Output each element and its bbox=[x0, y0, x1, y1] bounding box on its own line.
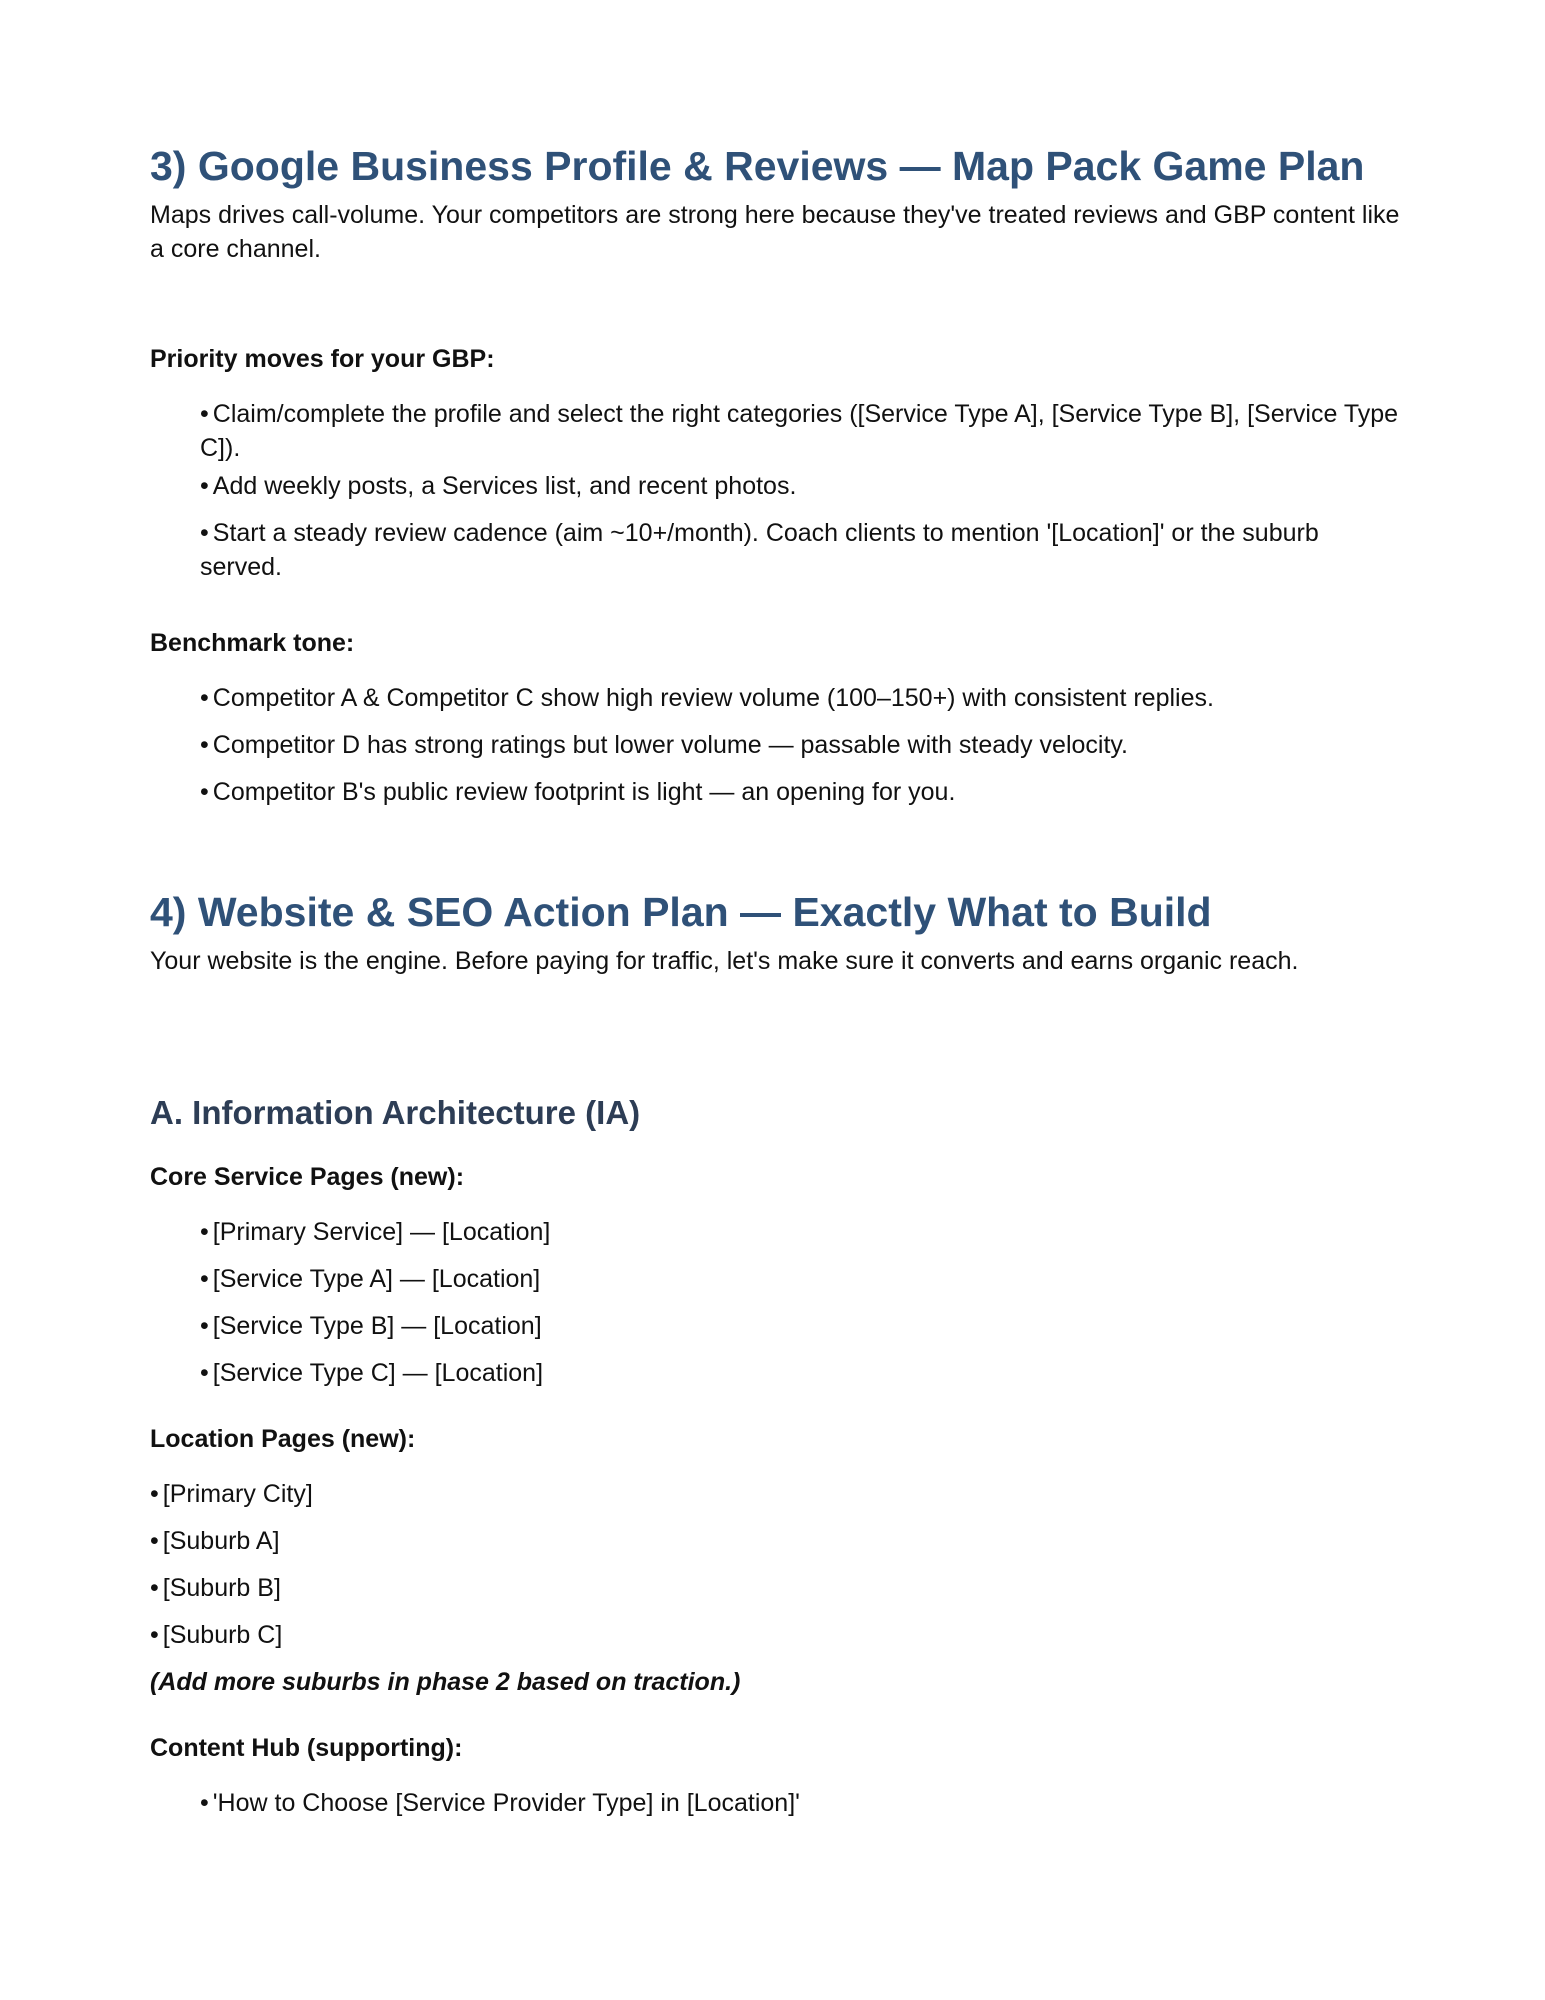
location-pages-note: (Add more suburbs in phase 2 based on traction.) bbox=[150, 1668, 741, 1696]
list-item bbox=[150, 1524, 280, 1558]
core-service-pages-label: Core Service Pages (new): bbox=[150, 1163, 465, 1191]
list-item bbox=[150, 1618, 282, 1652]
bullet-glyph: • bbox=[200, 684, 209, 712]
list-item-text: 'How to Choose [Service Provider Type] in [Location]' bbox=[212, 1789, 800, 1817]
bullet-glyph: • bbox=[200, 400, 209, 428]
list-item bbox=[150, 1571, 281, 1605]
list-item bbox=[200, 1309, 542, 1343]
section-4-heading: 4) Website & SEO Action Plan — Exactly What to Build bbox=[150, 889, 1212, 935]
list-item bbox=[200, 728, 1400, 762]
bullet-glyph: • bbox=[200, 1218, 209, 1246]
bullet-glyph: • bbox=[200, 519, 209, 547]
bullet-glyph: • bbox=[150, 1621, 159, 1649]
bullet-glyph: • bbox=[150, 1527, 159, 1555]
list-item-text: Competitor A & Competitor C show high review volume (100–150+) with consistent replies. bbox=[212, 684, 1214, 712]
list-item-text: Start a steady review cadence (aim ~10+/month). Coach clients to mention '[Location]' or the suburb served. bbox=[200, 519, 1319, 581]
list-item-text: [Service Type C] — [Location] bbox=[212, 1359, 544, 1387]
list-item bbox=[200, 397, 1400, 465]
list-item bbox=[200, 516, 1400, 584]
section-3-heading: 3) Google Business Profile & Reviews — Map Pack Game Plan bbox=[150, 143, 1365, 189]
list-item bbox=[200, 1262, 540, 1296]
list-item-text: [Primary City] bbox=[162, 1480, 313, 1508]
bullet-glyph: • bbox=[150, 1574, 159, 1602]
list-item bbox=[200, 1215, 550, 1249]
list-item-text: [Suburb B] bbox=[162, 1574, 281, 1602]
list-item bbox=[200, 469, 1400, 503]
list-item bbox=[200, 775, 1400, 809]
bullet-glyph: • bbox=[200, 1789, 209, 1817]
location-pages-label: Location Pages (new): bbox=[150, 1425, 416, 1453]
bullet-glyph: • bbox=[200, 1359, 209, 1387]
priority-moves-label: Priority moves for your GBP: bbox=[150, 345, 495, 373]
list-item-text: Competitor B's public review footprint is light — an opening for you. bbox=[212, 778, 956, 806]
bullet-glyph: • bbox=[200, 1312, 209, 1340]
list-item bbox=[200, 1786, 800, 1820]
bullet-glyph: • bbox=[200, 1265, 209, 1293]
list-item-text: Competitor D has strong ratings but lower volume — passable with steady velocity. bbox=[212, 731, 1128, 759]
list-item-text: [Service Type A] — [Location] bbox=[212, 1265, 541, 1293]
content-hub-label: Content Hub (supporting): bbox=[150, 1734, 463, 1762]
benchmark-tone-label: Benchmark tone: bbox=[150, 629, 355, 657]
information-architecture-subheading: A. Information Architecture (IA) bbox=[150, 1094, 641, 1131]
list-item bbox=[200, 681, 1400, 715]
list-item bbox=[150, 1477, 313, 1511]
bullet-glyph: • bbox=[200, 472, 209, 500]
section-4-intro: Your website is the engine. Before paying for traffic, let's make sure it converts and earns organic reach. bbox=[150, 947, 1299, 975]
bullet-glyph: • bbox=[150, 1480, 159, 1508]
bullet-glyph: • bbox=[200, 778, 209, 806]
list-item-text: Add weekly posts, a Services list, and recent photos. bbox=[212, 472, 797, 500]
list-item-text: [Primary Service] — [Location] bbox=[212, 1218, 551, 1246]
list-item-text: [Service Type B] — [Location] bbox=[212, 1312, 542, 1340]
section-3-intro: Maps drives call-volume. Your competitors are strong here because they've treated reviews and GBP content like a core channel. bbox=[150, 201, 1400, 263]
bullet-glyph: • bbox=[200, 731, 209, 759]
list-item-text: [Suburb A] bbox=[162, 1527, 280, 1555]
list-item bbox=[200, 1356, 543, 1390]
list-item-text: Claim/complete the profile and select the right categories ([Service Type A], [Service Type B], [Service Type C]). bbox=[200, 400, 1399, 462]
list-item-text: [Suburb C] bbox=[162, 1621, 283, 1649]
